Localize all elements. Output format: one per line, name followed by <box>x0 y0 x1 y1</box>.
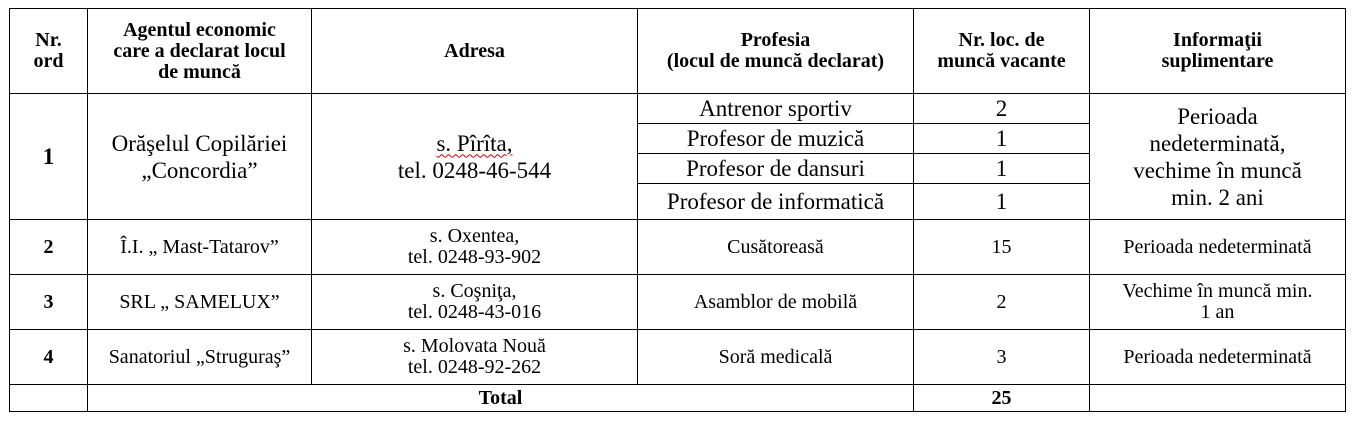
row-nr: 2 <box>10 220 88 275</box>
row-address <box>312 94 638 220</box>
row-vacancies: 1 <box>914 184 1090 220</box>
row-profession: Soră medicală <box>638 330 914 385</box>
header-vacancies: Nr. loc. de muncă vacante <box>914 9 1090 94</box>
total-value: 25 <box>914 385 1090 412</box>
total-row <box>10 385 1346 412</box>
row-vacancies: 3 <box>914 330 1090 385</box>
row-vacancies: 1 <box>914 124 1090 154</box>
row-info: Perioada nedeterminată, vechime în muncă min. 2 ani <box>1090 94 1346 220</box>
row-agent: Î.I. „ Mast-Tatarov” <box>88 220 312 275</box>
row-vacancies: 2 <box>914 275 1090 330</box>
row-profession: Profesor de muzică <box>638 124 914 154</box>
header-nr: Nr. ord <box>10 9 88 94</box>
row-nr: 1 <box>10 94 88 220</box>
total-empty-info-cell <box>1090 385 1346 412</box>
row-info: Perioada nedeterminată <box>1090 220 1346 275</box>
row-address: s. Molovata Nouă tel. 0248-92-262 <box>312 330 638 385</box>
header-agent: Agentul economic care a declarat locul de muncă <box>88 9 312 94</box>
row-vacancies: 2 <box>914 94 1090 124</box>
row-info: Perioada nedeterminată <box>1090 330 1346 385</box>
row-profession: Cusătoreasă <box>638 220 914 275</box>
address-village: s. Pîrîta, <box>436 130 513 156</box>
table-row <box>10 275 1346 330</box>
row-profession: Profesor de informatică <box>638 184 914 220</box>
row-profession: Asamblor de mobilă <box>638 275 914 330</box>
header-profession: Profesia (locul de muncă declarat) <box>638 9 914 94</box>
row-agent: SRL „ SAMELUX” <box>88 275 312 330</box>
row-info: Vechime în muncă min. 1 an <box>1090 275 1346 330</box>
row-agent: Orăşelul Copilăriei „Concordia” <box>88 94 312 220</box>
row-profession: Antrenor sportiv <box>638 94 914 124</box>
row-nr: 4 <box>10 330 88 385</box>
total-label: Total <box>88 385 914 412</box>
row-agent: Sanatoriul „Struguraş” <box>88 330 312 385</box>
row-nr: 3 <box>10 275 88 330</box>
row-address: s. Coşniţa, tel. 0248-43-016 <box>312 275 638 330</box>
header-info: Informaţii suplimentare <box>1090 9 1346 94</box>
row-vacancies: 1 <box>914 154 1090 184</box>
header-row <box>10 9 1346 94</box>
vacancies-table <box>9 8 1346 412</box>
row-vacancies: 15 <box>914 220 1090 275</box>
header-address: Adresa <box>312 9 638 94</box>
table-row <box>10 94 1346 124</box>
total-empty-cell <box>10 385 88 412</box>
table-row <box>10 220 1346 275</box>
row-address: s. Oxentea, tel. 0248-93-902 <box>312 220 638 275</box>
address-phone: tel. 0248-46-544 <box>397 157 552 183</box>
table-row <box>10 330 1346 385</box>
row-profession: Profesor de dansuri <box>638 154 914 184</box>
